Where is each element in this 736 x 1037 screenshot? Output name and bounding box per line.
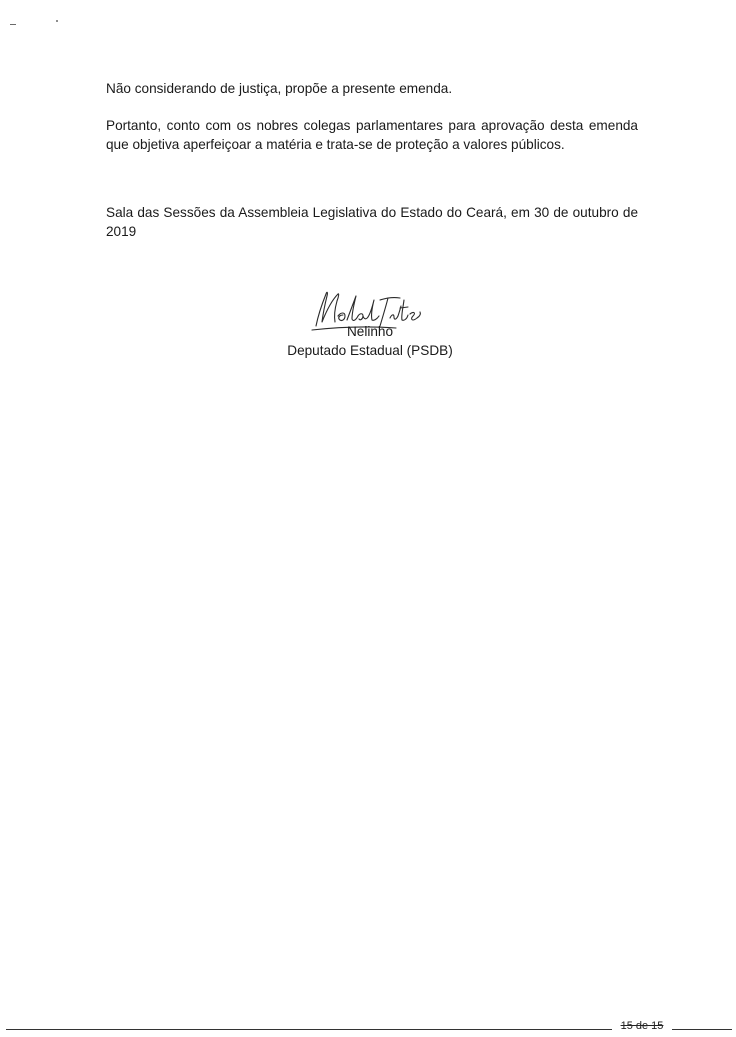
page-number: 15 de 15 [612, 1020, 672, 1033]
paragraph-line: 2019 [106, 224, 137, 239]
paragraph-line: Sala das Sessões da Assembleia Legislativa do Estado do Ceará, em 30 de outubro de [106, 205, 638, 220]
paragraph-line: Portanto, conto com os nobres colegas parlamentares para aprovação desta emenda [106, 118, 638, 133]
signer-role: Deputado Estadual (PSDB) [287, 343, 453, 358]
scan-speck [10, 24, 16, 25]
signer-name: Nelinho [346, 324, 394, 339]
paragraph-line: que objetiva aperfeiçoar a matéria e trata-se de proteção a valores públicos. [106, 137, 565, 152]
scan-speck [56, 20, 58, 22]
paragraph-conclusion: Não considerando de justiça, propõe a presente emenda. [106, 81, 453, 96]
paragraph-request-approval [106, 116, 638, 154]
paragraph-session-date [106, 203, 638, 241]
